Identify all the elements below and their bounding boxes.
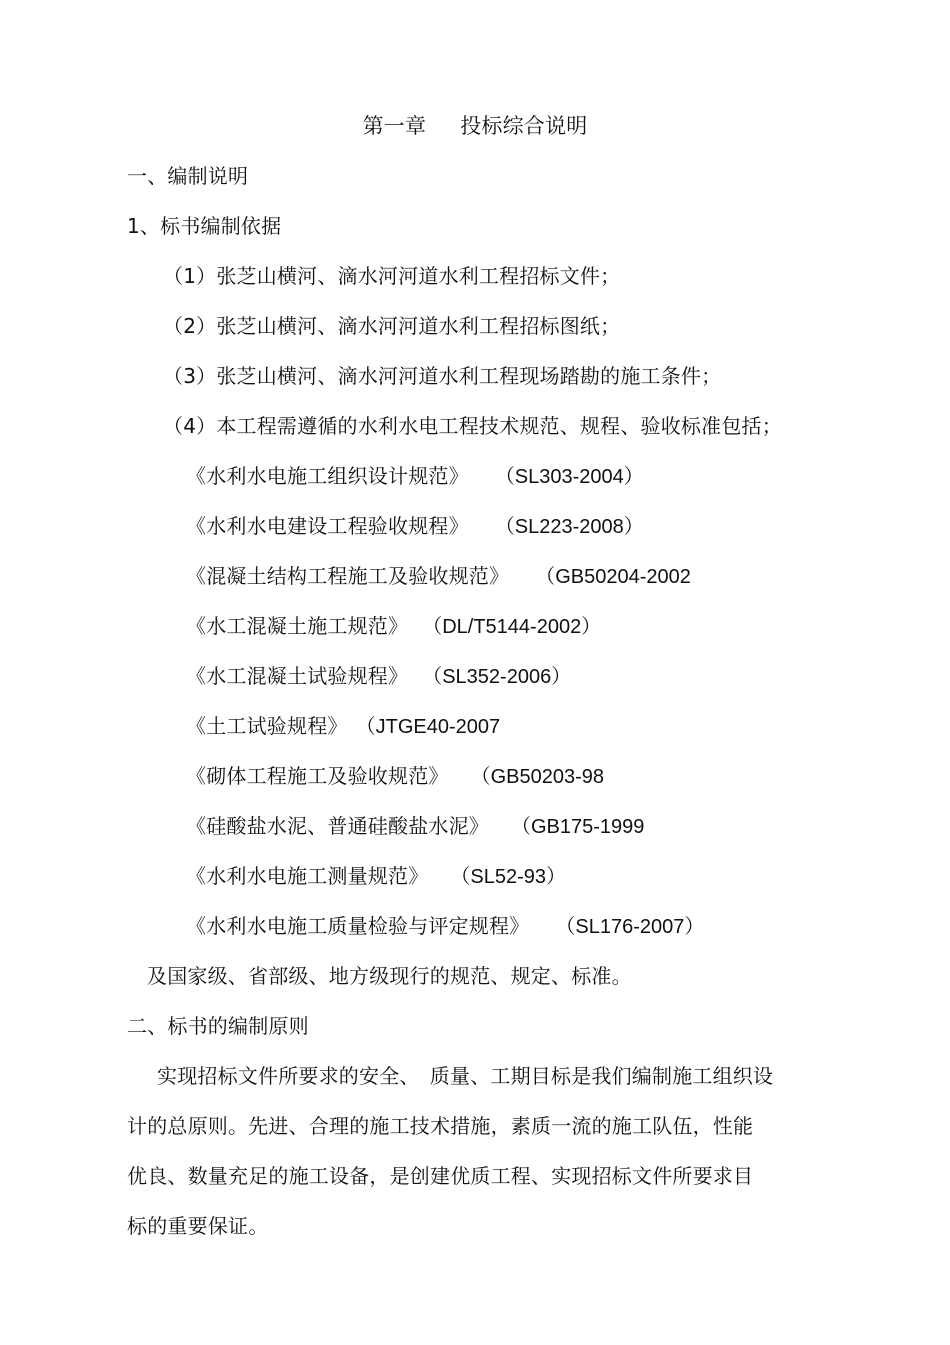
subsection1-heading: 1、标书编制依据 — [127, 214, 282, 238]
paragraph-line: 实现招标文件所要求的安全、 质量、工期目标是我们编制施工组织设 — [157, 1064, 774, 1088]
standard-name: 《硅酸盐水泥、普通硅酸盐水泥》 — [186, 814, 489, 838]
standard-code: （DL/T5144-2002） — [422, 616, 602, 638]
standard-name: 《混凝土结构工程施工及验收规范》 — [186, 564, 510, 588]
paragraph-line: 优良、数量充足的施工设备，是创建优质工程、实现招标文件所要求目 — [127, 1164, 754, 1188]
standard-name: 《土工试验规程》 — [186, 714, 348, 738]
paragraph-line: 计的总原则。先进、合理的施工技术措施，素质一流的施工队伍，性能 — [127, 1114, 754, 1138]
standard-code: （SL352-2006） — [422, 666, 572, 688]
chapter-number: 第一章 — [362, 114, 427, 138]
standard-item — [186, 863, 566, 890]
standard-code: （SL223-2008） — [494, 516, 644, 538]
standard-item — [186, 513, 644, 540]
standard-item — [186, 463, 644, 490]
basis-item: （4）本工程需遵循的水利水电工程技术规范、规程、验收标准包括； — [163, 414, 782, 438]
standard-code: （GB50203-98 — [470, 766, 605, 788]
standards-closing: 及国家级、省部级、地方级现行的规范、规定、标准。 — [147, 964, 632, 988]
standard-code: （GB175-1999 — [511, 816, 645, 838]
basis-item: （1）张芝山横河、滴水河河道水利工程招标文件； — [163, 264, 621, 288]
standard-item — [186, 813, 644, 840]
standard-code: （JTGE40-2007 — [355, 716, 501, 738]
standard-item — [186, 613, 601, 640]
standard-item — [186, 663, 571, 690]
standard-name: 《水利水电施工测量规范》 — [186, 864, 429, 888]
section2-heading: 二、标书的编制原则 — [127, 1014, 309, 1038]
standard-name: 《水利水电施工质量检验与评定规程》 — [186, 914, 530, 938]
basis-item: （2）张芝山横河、滴水河河道水利工程招标图纸； — [163, 314, 621, 338]
standard-name: 《水利水电建设工程验收规程》 — [186, 514, 469, 538]
standard-code: （GB50204-2002 — [535, 566, 691, 588]
standard-name: 《水利水电施工组织设计规范》 — [186, 464, 469, 488]
standard-name: 《水工混凝土试验规程》 — [186, 664, 409, 688]
chapter-title — [0, 113, 950, 139]
standard-code: （SL176-2007） — [555, 916, 705, 938]
standard-item — [186, 713, 500, 740]
chapter-name: 投标综合说明 — [460, 114, 588, 138]
standard-name: 《砌体工程施工及验收规范》 — [186, 764, 449, 788]
section1-heading: 一、编制说明 — [127, 164, 249, 188]
standard-code: （SL52-93） — [450, 866, 567, 888]
standard-item — [186, 563, 691, 590]
basis-item: （3）张芝山横河、滴水河河道水利工程现场踏勘的施工条件； — [163, 364, 722, 388]
standard-code: （SL303-2004） — [494, 466, 644, 488]
paragraph-line: 标的重要保证。 — [127, 1214, 269, 1238]
standard-name: 《水工混凝土施工规范》 — [186, 614, 409, 638]
standard-item — [186, 763, 604, 790]
standard-item — [186, 913, 704, 940]
